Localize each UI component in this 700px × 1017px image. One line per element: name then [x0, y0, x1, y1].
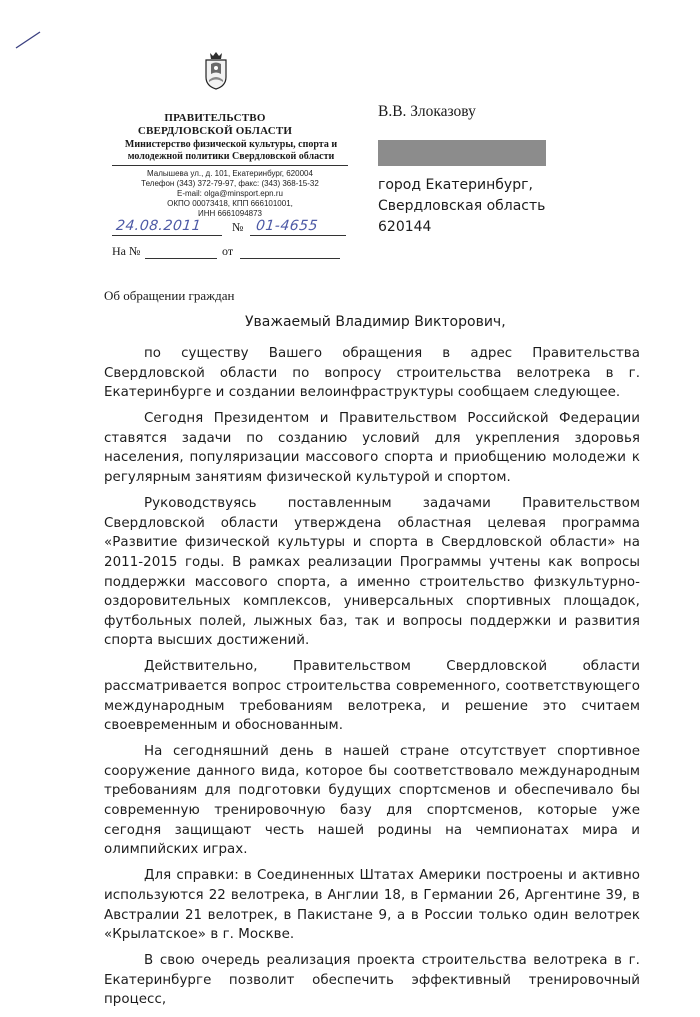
number-underline: [250, 235, 346, 236]
redacted-block: [378, 140, 546, 166]
reference-date-line: [240, 258, 340, 259]
body-paragraph: по существу Вашего обращения в адрес Правительства Свердловской области по вопросу строительства велотрека в г. Екатеринбурге и создании велоинфраструктуры сообщаем следующее.: [104, 346, 640, 401]
government-title-line1: ПРАВИТЕЛЬСТВО: [164, 112, 266, 124]
recipient-city: город Екатеринбург,: [378, 177, 533, 193]
body-paragraph: На сегодняшний день в нашей стране отсутствует спортивное сооружение данного вида, которое бы соответствовало международным требованиям для подготовки будущих спортсменов и обеспечивало бы современную тренировочную базу для спортсменов, которые уже сегодня защищают честь нашей родины на чемпионатах мира и олимпийских играх.: [104, 744, 640, 858]
recipient-address: [378, 175, 545, 238]
letterhead-email: E-mail: olga@minsport.epn.ru: [177, 189, 283, 198]
date-underline: [112, 235, 222, 236]
letterhead-okpo: ОКПО 00073418, КПП 666101001,: [167, 199, 293, 208]
coat-of-arms-icon: [200, 50, 232, 90]
registration-number-sign: №: [232, 220, 244, 234]
body-paragraph: Сегодня Президентом и Правительством Российской Федерации ставятся задачи по созданию условий для укрепления здоровья населения, популяризации массового спорта и приобщению молодежи к регулярным занятиям физической культурой и спортом.: [104, 411, 640, 486]
letterhead-address: Малышева ул., д. 101, Екатеринбург, 620004: [147, 169, 313, 178]
reference-number-line: [145, 258, 217, 259]
recipient-postcode: 620144: [378, 219, 432, 235]
letter-body: [104, 344, 640, 1017]
pen-stroke-icon: [14, 28, 44, 50]
registration-date: 24.08.2011: [115, 218, 203, 234]
body-paragraph: В свою очередь реализация проекта строительства велотрека в г. Екатеринбурге позволит обеспечить эффективный тренировочный процесс,: [104, 953, 640, 1008]
letterhead-inn: ИНН 6661094873: [197, 209, 263, 218]
recipient-region: Свердловская область: [378, 198, 546, 214]
body-paragraph: Действительно, Правительством Свердловской области рассматривается вопрос строительства современного, соответствующего международным требованиям велотрека, и решение это считаем своевременным и обоснованным.: [104, 659, 640, 734]
body-paragraph: Руководствуясь поставленным задачами Правительством Свердловской области утверждена областная целевая программа «Развитие физической культуры и спорта в Свердловской области» на 2011-2015 годы. В рамках реализации Программы учтены как вопросы поддержки массового спорта, а именно строительство физкультурно-оздоровительных комплексов, универсальных спортивных площадок, футбольных полей, лыжных баз, так и вопросы поддержки и развития спорта высших достижений.: [104, 496, 640, 649]
letterhead-divider: [112, 165, 348, 166]
ministry-line1: Министерство физической культуры, спорта и: [124, 139, 338, 150]
recipient-name: В.В. Злоказову: [378, 103, 476, 120]
letter-subject: Об обращении граждан: [104, 288, 235, 303]
registration-number: 01-4655: [255, 218, 319, 234]
body-paragraph: Для справки: в Соединенных Штатах Америки построены и активно используются 22 велотрека, в Англии 18, в Германии 26, Аргентине 39, в Австралии 21 велотрек, в Пакистане 9, а в России только один велотрек «Крылатское» в г. Москве.: [104, 868, 640, 943]
government-title-line2: СВЕРДЛОВСКОЙ ОБЛАСТИ: [137, 125, 293, 137]
letterhead-phone: Телефон (343) 372-79-97, факс: (343) 368-15-32: [141, 179, 319, 188]
reference-date-label: от: [222, 244, 234, 258]
salutation: Уважаемый Владимир Викторович,: [245, 314, 506, 330]
reference-number-label: На №: [112, 244, 141, 258]
ministry-line2: молодежной политики Свердловской области: [127, 151, 335, 162]
